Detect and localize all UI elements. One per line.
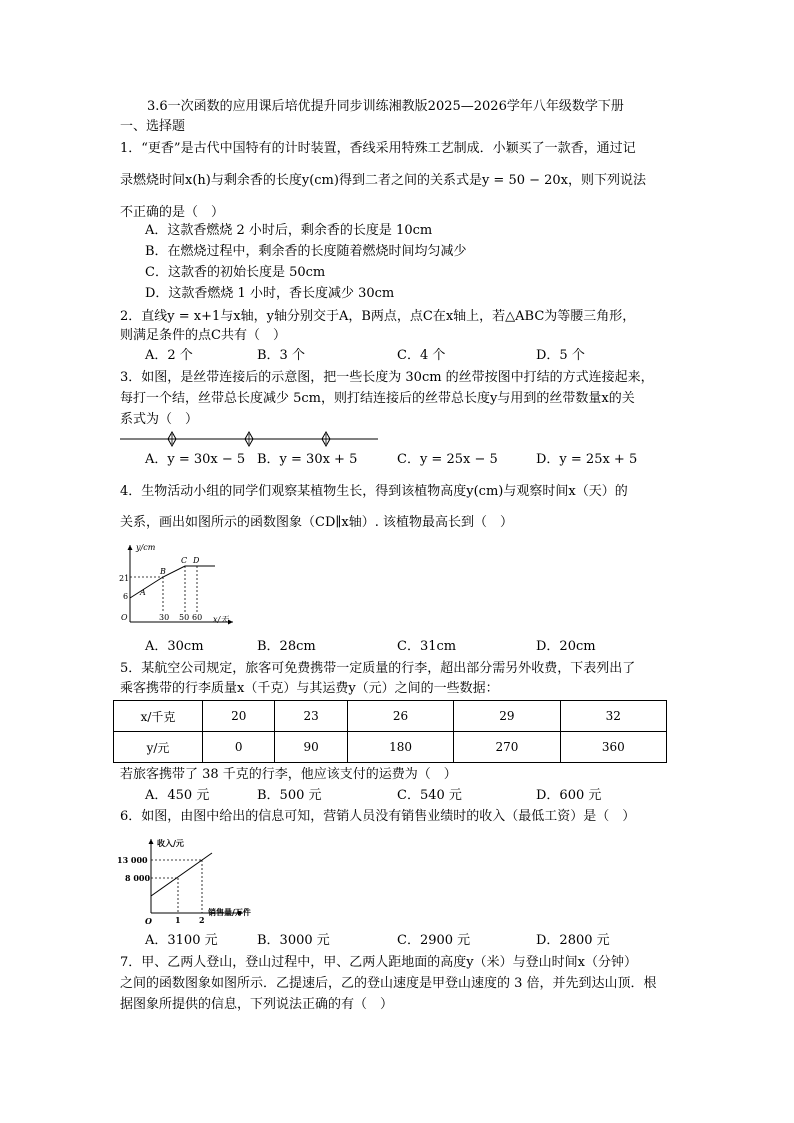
table-cell: 270 bbox=[454, 732, 560, 763]
q1-option-c: C．这款香的初始长度是 50cm bbox=[145, 265, 326, 280]
q3-line2: 每打一个结，丝带总长度减少 5cm，则打结连接后的丝带总长度y与用到的丝带数量x的关 bbox=[120, 391, 635, 406]
q6-xlabel: 销售量/万件 bbox=[208, 907, 251, 917]
q3-option-a: A．y = 30x − 5 bbox=[145, 452, 246, 467]
q5-option-a: A．450 元 bbox=[145, 788, 210, 803]
q7-line3: 据图象所提供的信息，下列说法正确的有（ ） bbox=[120, 997, 394, 1012]
q6-option-b: B．3000 元 bbox=[257, 933, 330, 948]
table-head-x: x/千克 bbox=[114, 701, 203, 732]
q4-option-b: B．28cm bbox=[257, 639, 316, 654]
q1-line1: 1．“更香”是古代中国特有的计时装置，香线采用特殊工艺制成．小颖买了一款香，通过记 bbox=[120, 141, 636, 156]
q6-ytick-13000: 13 000 bbox=[117, 855, 148, 865]
table-head-y: y/元 bbox=[114, 732, 203, 763]
q1-option-d: D．这款香燃烧 1 小时，香长度减少 30cm bbox=[145, 286, 395, 301]
q6-ylabel: 收入/元 bbox=[157, 838, 184, 848]
table-cell: 360 bbox=[560, 732, 666, 763]
q4-point-a: A bbox=[140, 588, 146, 597]
q1-option-b: B．在燃烧过程中，剩余香的长度随着燃烧时间均匀减少 bbox=[145, 244, 467, 259]
table-cell: 20 bbox=[203, 701, 275, 732]
q5-data-table bbox=[113, 700, 667, 763]
ribbon-diagram bbox=[118, 430, 382, 448]
q4-ylabel: y/cm bbox=[136, 543, 156, 552]
q2-option-a: A．2 个 bbox=[145, 348, 193, 363]
page-title: 3.6一次函数的应用课后培优提升同步训练湘教版2025—2026学年八年级数学下册 bbox=[147, 99, 624, 114]
q6-option-a: A．3100 元 bbox=[145, 933, 218, 948]
q3-option-c: C．y = 25x − 5 bbox=[397, 452, 498, 467]
table-cell: 0 bbox=[203, 732, 275, 763]
q4-xtick-30: 30 bbox=[159, 613, 170, 622]
q4-xtick-50: 50 bbox=[179, 613, 190, 622]
q3-option-d: D．y = 25x + 5 bbox=[536, 452, 638, 467]
q4-xtick-60: 60 bbox=[192, 613, 203, 622]
q4-ytick-21: 21 bbox=[119, 574, 130, 583]
q1-line3: 不正确的是（ ） bbox=[120, 205, 225, 220]
table-cell: 32 bbox=[560, 701, 666, 732]
q7-line2: 之间的函数图象如图所示．乙提速后，乙的登山速度是甲登山速度的 3 倍，并先到达山顶．根 bbox=[120, 976, 657, 991]
q3-line1: 3．如图，是丝带连接后的示意图，把一些长度为 30cm 的丝带按图中打结的方式连接起来， bbox=[120, 370, 654, 385]
table-row bbox=[114, 732, 667, 763]
q2-option-b: B．3 个 bbox=[257, 348, 305, 363]
q4-line2: 关系，画出如图所示的函数图象（CD∥x轴）. 该植物最高长到（ ） bbox=[120, 515, 513, 530]
table-row bbox=[114, 701, 667, 732]
q6-option-d: D．2800 元 bbox=[536, 933, 610, 948]
q4-point-b: B bbox=[160, 567, 166, 576]
q6-ytick-8000: 8 000 bbox=[125, 873, 151, 883]
table-cell: 26 bbox=[347, 701, 453, 732]
table-cell: 23 bbox=[275, 701, 347, 732]
q4-line1: 4．生物活动小组的同学们观察某植物生长，得到该植物高度y(cm)与观察时间x（天）的 bbox=[120, 484, 628, 499]
q6-option-c: C．2900 元 bbox=[397, 933, 471, 948]
q6-origin: O bbox=[145, 916, 152, 924]
q5-line3: 若旅客携带了 38 千克的行李，他应该支付的运费为（ ） bbox=[120, 767, 457, 782]
q4-ytick-6: 6 bbox=[123, 592, 129, 601]
q3-option-b: B．y = 30x + 5 bbox=[257, 452, 358, 467]
section-heading: 一、选择题 bbox=[120, 119, 186, 134]
q5-option-c: C．540 元 bbox=[397, 788, 462, 803]
q1-option-a: A．这款香燃烧 2 小时后，剩余香的长度是 10cm bbox=[145, 223, 433, 238]
q1-line2: 录燃烧时间x(h)与剩余香的长度y(cm)得到二者之间的关系式是y = 50 − 20x，则下列说法 bbox=[120, 173, 647, 188]
q4-xlabel: x/天 bbox=[213, 615, 229, 624]
q7-line1: 7．甲、乙两人登山，登山过程中，甲、乙两人距地面的高度y（米）与登山时间x（分钟） bbox=[120, 955, 637, 970]
q5-line2: 乘客携带的行李质量x（千克）与其运费y（元）之间的一些数据： bbox=[120, 681, 499, 696]
q3-line3: 系式为（ ） bbox=[120, 412, 199, 427]
table-cell: 29 bbox=[454, 701, 560, 732]
q6-graph bbox=[115, 834, 260, 924]
q4-option-a: A．30cm bbox=[145, 639, 204, 654]
q5-option-b: B．500 元 bbox=[257, 788, 322, 803]
q4-option-c: C．31cm bbox=[397, 639, 457, 654]
q2-option-c: C．4 个 bbox=[397, 348, 446, 363]
q6-function-line bbox=[151, 853, 212, 896]
q5-option-d: D．600 元 bbox=[536, 788, 602, 803]
q4-graph bbox=[115, 540, 240, 630]
q6-xtick-1: 1 bbox=[175, 915, 181, 924]
q4-option-d: D．20cm bbox=[536, 639, 596, 654]
q2-line2: 则满足条件的点C共有（ ） bbox=[120, 328, 286, 343]
q4-point-d: D bbox=[193, 556, 200, 565]
q4-point-c: C bbox=[181, 556, 188, 565]
q2-line1: 2．直线y = x+1与x轴，y轴分别交于A，B两点，点C在x轴上，若△ABC为等腰三角形， bbox=[120, 309, 636, 324]
table-cell: 90 bbox=[275, 732, 347, 763]
q4-origin: O bbox=[121, 613, 128, 622]
q5-line1: 5．某航空公司规定，旅客可免费携带一定质量的行李，超出部分需另外收费，下表列出了 bbox=[120, 661, 636, 676]
table-cell: 180 bbox=[347, 732, 453, 763]
q6-line1: 6．如图，由图中给出的信息可知，营销人员没有销售业绩时的收入（最低工资）是（ ） bbox=[120, 809, 636, 824]
q2-option-d: D．5 个 bbox=[536, 348, 585, 363]
q6-xtick-2: 2 bbox=[199, 915, 205, 924]
